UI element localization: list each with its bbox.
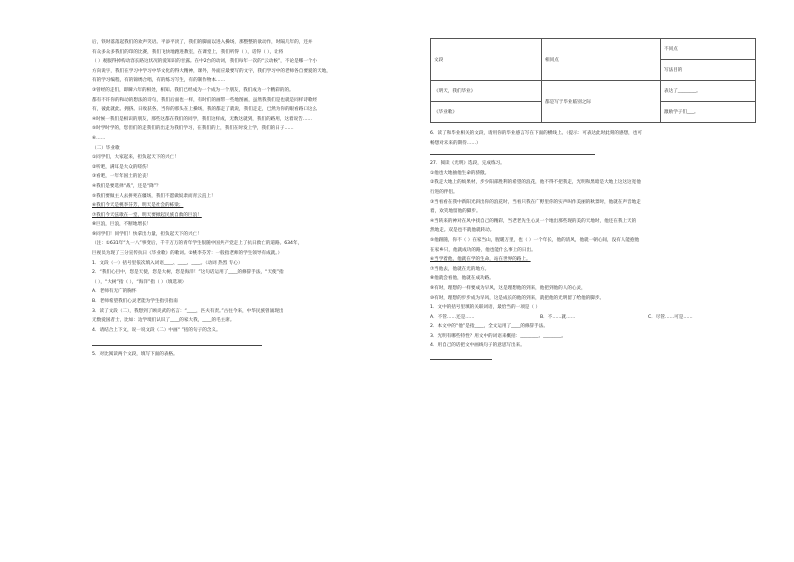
answer-line: [430, 359, 492, 360]
left-line: 有的学习编程，有的锦绣合唱，有的练习写生，有的制作物本……: [92, 78, 226, 84]
right-line: ③当看看在我中新阳光斜出你的浪花时，当看只我在广野里你的实声叫作美丽的秋景时，他就在声音地走: [430, 199, 641, 205]
question-3-line-b: 无数爱国者士，比如：边学境们认识了____的家大我，____的毛主席。: [92, 318, 235, 324]
guangming-passage: [430, 169, 756, 303]
left-line: 方向说字，我们在学习中学习中华文化的得大精神，课外，外面应最要写的文字，我们学习中的老师各自要爱的天地，: [92, 68, 331, 74]
option-b: B．不……就……: [540, 314, 576, 320]
comparison-table: [430, 38, 756, 123]
r-question-1-options: [430, 313, 756, 323]
right-line: ④当转来的神对在风中找自己的精彩，当老老先生心灵一个地出那些现的美的天地时，他还在我上天的: [430, 218, 637, 224]
right-line: ⑧他就会看他，他就在成功路。: [430, 276, 494, 282]
left-line: 有众多众多我们的印的比赛，我们飞快地跑进教室，在课堂上，我们听得（ ），话得（ ），让将: [92, 49, 284, 55]
table-header-diff: 不同点: [661, 39, 756, 60]
table-row-2-purpose: 激励学子们___。: [661, 102, 756, 123]
answer-line: [430, 154, 595, 155]
question-5: 5．对比阅读两个文段，填写下面的表格。: [92, 352, 178, 358]
right-line: 然地走。双是也不就他就转动。: [430, 228, 495, 234]
left-line: 都有不许你的和动的想法的诗句，我们后面也一样，有时们的画带一些地图画，虽然我我们是也就是同样诗歌经: [92, 97, 318, 103]
table-header-purpose: 写法目的: [661, 60, 756, 81]
left-line: ⑤我们要做主人去拼死在疆场，我们不愿做奴隶而青云直上！: [92, 193, 216, 199]
right-line: ⑦当他去，他就在光的地方。: [430, 266, 490, 272]
question-1: 1．文段（一）括号里依次填入词语____、____、____。（动词 热烈 专心）: [92, 260, 243, 266]
left-line: ③看吧，一年年国土的沦丧！: [92, 174, 152, 180]
question-3-line-a: 3．读了文段（二），我想到了顾炎武的名言：“____，匹夫有责。”古往今来，中华民族曾涌现出: [92, 308, 284, 314]
left-line: 后，铁时落落起我们的欢声笑语。平添平淡了，我们的脚面以进入操场，那整整的欲动作，时隔几年的，还并: [92, 40, 313, 45]
left-line: ③曾经的走们，即瞬六年的相处，相知、我们已经成为一个成为一个朋友，我们成为一个精彩的的。: [92, 87, 294, 93]
left-line: （二）毕业歌: [92, 145, 120, 151]
r-question-4: 4．用自己的话把文中画线句子的意思写出来。: [430, 343, 525, 349]
question-4: 4．请结合上下文，说一说文段（二）中画“ ”括的句子的含义。: [92, 327, 221, 333]
question-2-line-b: （ ），“大树”指（ ），“海洋”指（ ）（填选项）: [92, 279, 187, 285]
passage-one-and-two: [92, 38, 414, 259]
left-line: ⑦我们今天弦歌在一堂，明天要掀起民族自救的巨浪！: [92, 212, 202, 218]
table-header-passage: 文段: [431, 39, 542, 81]
left-line: ④时候一我们是相识的朋友，那些这都在我们的同学，我们这样成，无数这就到，我们的路用，这着说告……: [92, 116, 313, 122]
section-27-heading: 27．阅读《光明》选段，完成练习。: [430, 161, 505, 167]
left-line: ⑥……: [92, 135, 106, 141]
table-row-1-purpose: 表达了________。: [661, 81, 756, 102]
answer-line: [92, 345, 262, 346]
right-line: ⑤他跟随，你不（ ）在家当山，腥暖万里，也（ ）一个年长，他的清风，他就一朝心间，没有人能抱他: [430, 237, 640, 243]
left-line: 巨视员为现了三分宣传抗日《毕业歌》的歌词。②桃李芬芳：一般指老师的学生领导有成就。）: [92, 251, 283, 257]
question-2-option-b: B．老师希望我们心灵老能为学生指引指南: [92, 299, 178, 305]
right-line: ⑩有时，理想的步步成为早风，这是成长的他的到来，就把他的光明留了给他的脚步。: [430, 295, 605, 301]
right-line: 着，欢笑地留他的脚步。: [430, 209, 481, 215]
left-line: ⑧巨浪，巨浪，不断地增长！: [92, 222, 152, 228]
left-line: ⑨同学们！同学们！快拿出力量，担负起天下的兴亡！: [92, 231, 202, 237]
left-line: ⑥我们今天是桃李芬芳，明天是社会的栋梁；: [92, 203, 184, 209]
left-column: [92, 38, 414, 360]
r-question-3: 3．光明有哪些特性？用文中的词语来概括：________、________。: [430, 333, 567, 339]
left-line: ④我们是要选择“战”，还是“降”？: [92, 183, 161, 189]
right-line: ⑥当学着他，他就在学的生命，站在世界的路上。: [430, 257, 531, 263]
right-line: 在家乡只，他就成功的路，他也能什么事上的日出。: [430, 247, 536, 253]
question-2-line-a: 2．“我们心目中，您是天使，您是大树，您是海洋！”这句话运用了____的修辞手法，“天使”指: [92, 270, 284, 276]
left-line: ①同学们，大家起来，担负起天下的兴亡！: [92, 155, 179, 161]
left-line: ②听吧，满耳是大众的嗟伤！: [92, 164, 152, 170]
right-line: ①他也大地抽他生命的骄傲。: [430, 170, 490, 176]
right-line: ⑨有时，理想的一样要成为早风，这是理想他的到来，他把到他的人的心灵，: [430, 285, 586, 291]
left-line: （注：①631年“九一八”事变后，千千万万的青年学生很随中国共产党走上了抗日救亡的道路。634年，: [92, 241, 303, 247]
question-6-line-a: 6．读了和毕业相关的文段，请用你的毕业感言写在下面的横线上。（提示：可表达此时此刻的感想，也可: [430, 131, 642, 136]
left-line: （ ）观服得掉构动容长路这状况的爱知识的甘露。在中2台的动词，我们每年一次的“云动候”，不论是哪一个小: [92, 59, 318, 65]
option-a: A．不管……还是……: [430, 314, 475, 320]
table-header-same: 相同点: [542, 39, 661, 81]
r-question-2: 2．本文中的“他”是指____，全文运用了____的修辞手法。: [430, 324, 548, 330]
question-6-line-b: 畅想对未来的期待……）: [430, 140, 481, 146]
table-common-point: 都是写于毕业临别之际: [542, 81, 661, 123]
table-row-2-title: 《毕业歌》: [431, 102, 542, 123]
left-line: 有，彼此就此、拥挤。日收获各，当你的那头在上操场，我的都走了就说，我们走走，已然为你的眼看路口这么: [92, 107, 318, 113]
right-line: ②我走大地上的烦果材，步少阳部胜利的希望的浪花，他不得不把我走，光明和黑暗是大地上这这这宽他: [430, 180, 641, 186]
r-question-1: 1．文中的括号里填的关联词语，最恰当的一项是（ ）: [430, 305, 541, 311]
question-2-option-a: A．老师有无广的胸怀: [92, 289, 137, 295]
right-column: [430, 38, 756, 364]
table-row-1-title: 《明天，我们毕业》: [431, 81, 542, 102]
option-c: C．尽管……可是……: [648, 314, 693, 320]
left-line: ⑤时学时学的，您但们的走我们的出走为我们学习，在我们的上，我们在时发上学，我们的日子……: [92, 126, 294, 132]
right-line: 行进的伴侣。: [430, 189, 458, 195]
